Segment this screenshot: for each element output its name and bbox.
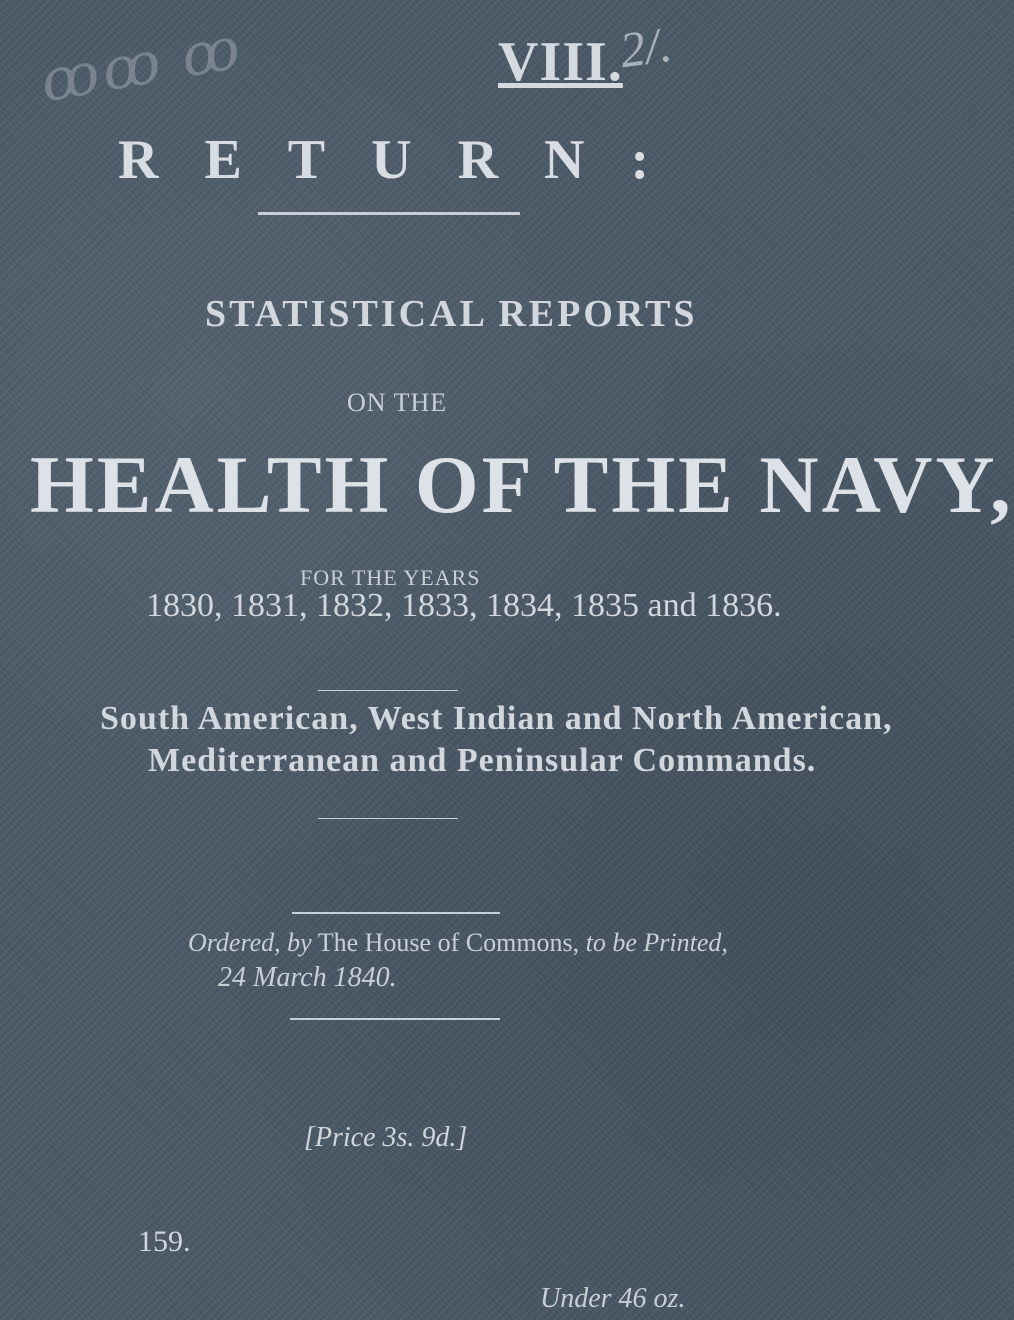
ordered-prefix: Ordered, by: [188, 928, 312, 957]
divider-rule-middle: [318, 690, 458, 691]
report-title: STATISTICAL REPORTS: [205, 293, 698, 335]
volume-stamp: VIII.: [498, 31, 623, 93]
divider-rule-lower: [318, 818, 458, 819]
document-number: 159.: [138, 1225, 191, 1258]
handwritten-annotation-left: ꝏꝏ ꝏ: [35, 14, 249, 115]
price-label: [Price 3s. 9d.]: [304, 1122, 468, 1153]
period-label: FOR THE YEARS: [300, 565, 481, 590]
subject-title: HEALTH OF THE NAVY,: [30, 439, 1014, 530]
commands-line-2: Mediterranean and Peninsular Commands.: [148, 742, 817, 779]
divider-rule-ornament-bottom: [290, 1018, 500, 1020]
weight-label: Under 46 oz.: [540, 1283, 686, 1314]
title-connector: ON THE: [347, 388, 448, 417]
ordered-suffix: to be Printed,: [585, 928, 728, 957]
years-list: 1830, 1831, 1832, 1833, 1834, 1835 and 1836.: [146, 587, 782, 624]
commands-line-1: South American, West Indian and North American,: [100, 700, 893, 737]
ordered-date: 24 March 1840.: [218, 962, 397, 993]
ordered-statement: [188, 928, 728, 958]
divider-rule-top: [258, 212, 520, 215]
divider-rule-ornament-top: [292, 912, 500, 914]
handwritten-annotation-right: 2/.: [616, 15, 676, 79]
return-heading: RETURN:: [118, 129, 696, 191]
ordered-body: The House of Commons,: [317, 928, 580, 957]
